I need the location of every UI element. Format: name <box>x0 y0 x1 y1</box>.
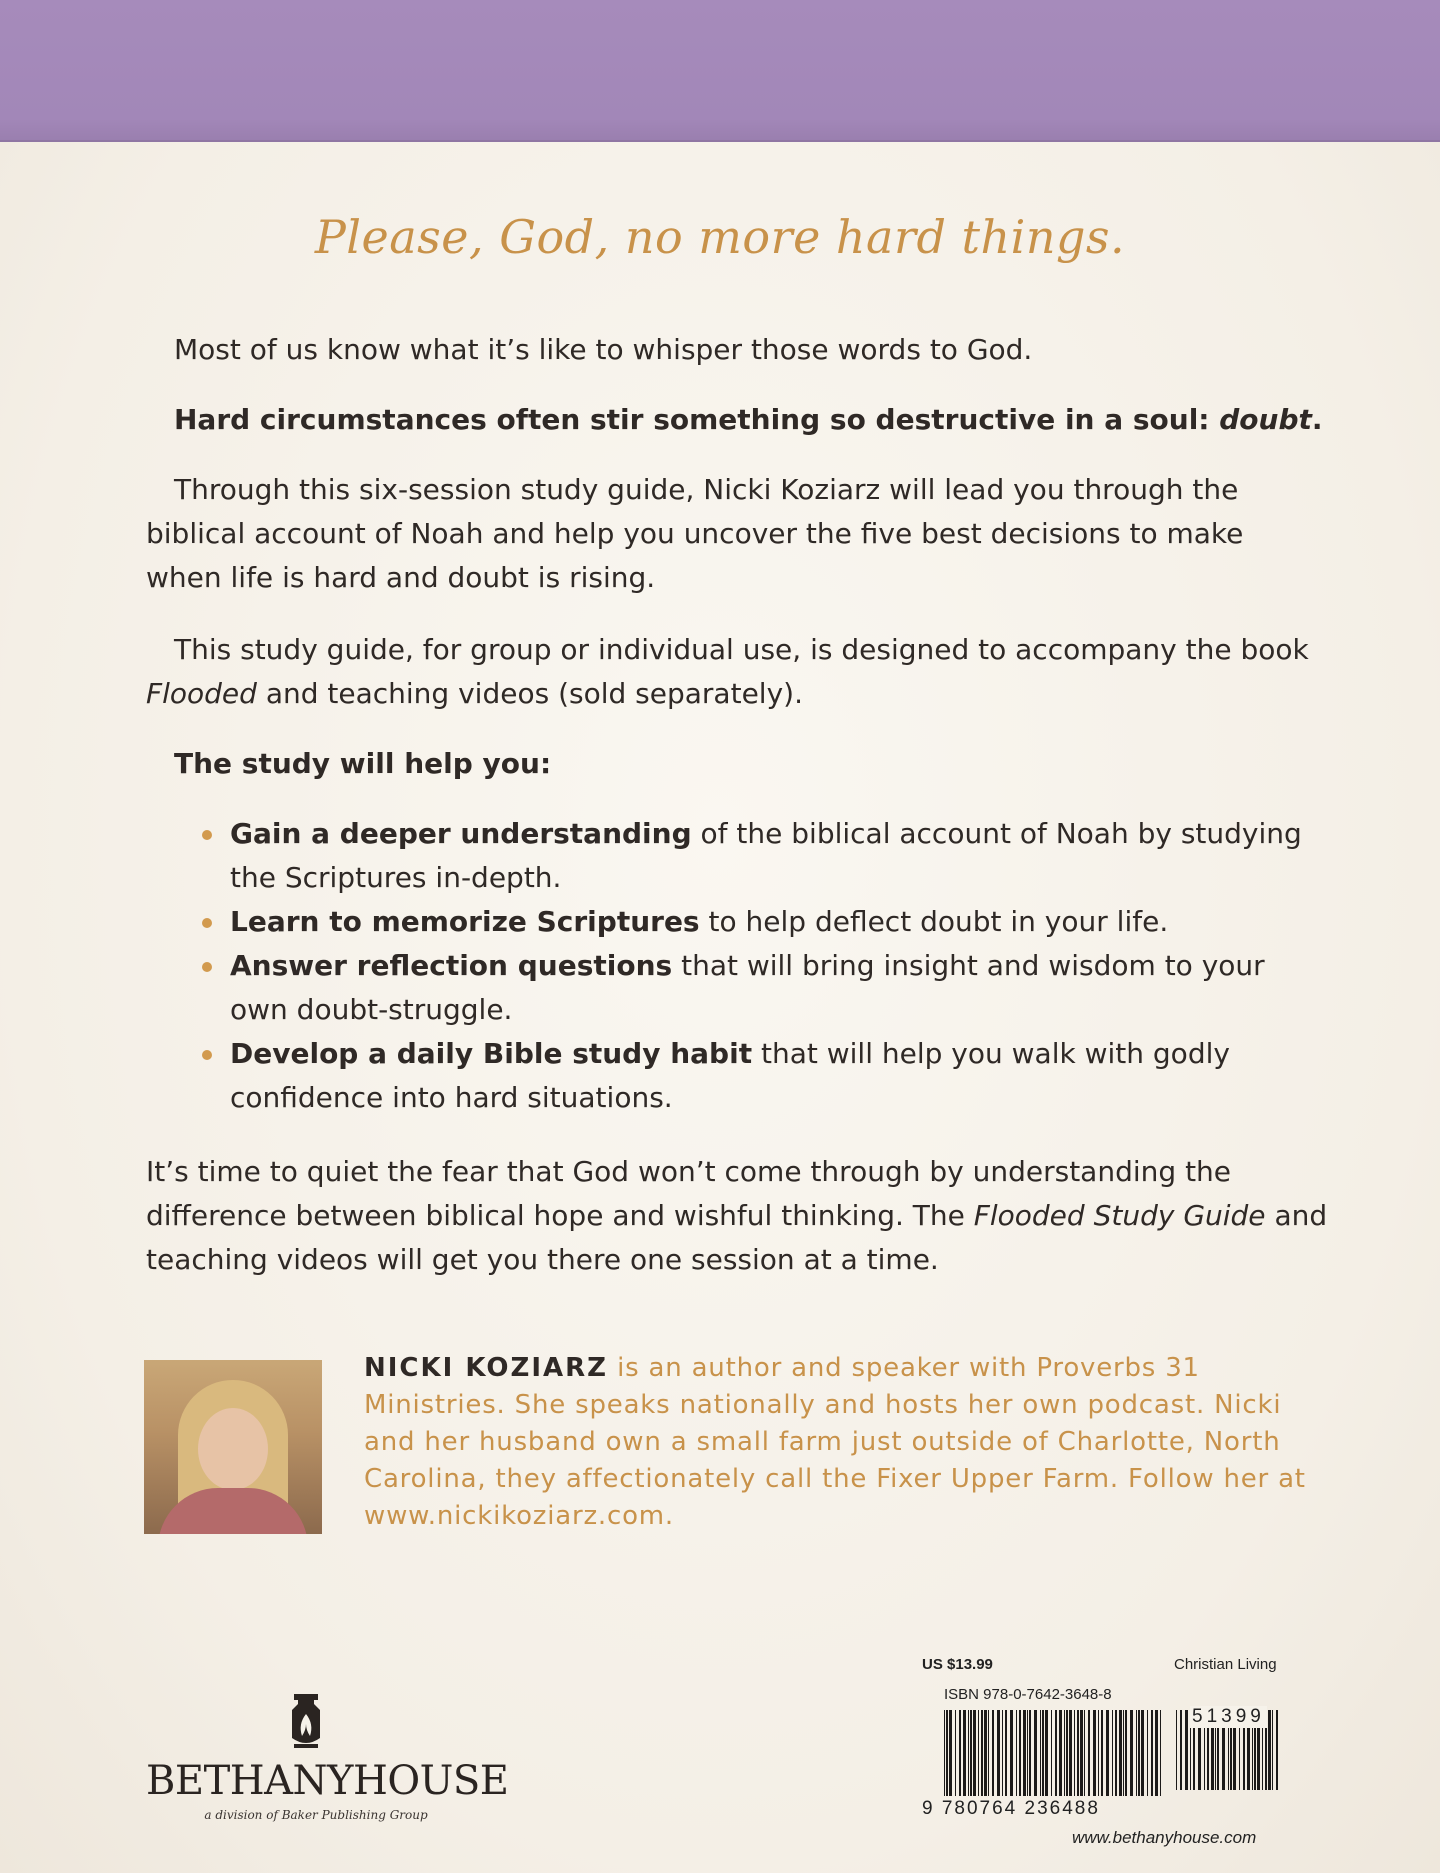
headline: Please, God, no more hard things. <box>314 210 1126 264</box>
barcode-bar <box>959 1710 961 1796</box>
price: US $13.99 <box>922 1656 993 1673</box>
author-bio-text: is an author and speaker with Proverbs 31 Ministries. She speaks nationally and hosts her own podcast. Nicki and her husband own a small farm just outside of Charlotte, North Carolina, they affectionately call the Fixer Upper Farm. Follow her at www.nickikoziarz.com. <box>364 1353 1306 1531</box>
barcode-bar <box>970 1710 972 1796</box>
barcode-bar <box>1115 1710 1117 1796</box>
barcode-bar <box>1141 1710 1144 1796</box>
isbn-barcode <box>944 1710 1164 1796</box>
barcode-bar <box>1160 1710 1161 1796</box>
closing-text-end: and teaching videos will get you there one session at a time. <box>146 1199 1328 1276</box>
barcode-bar <box>1019 1710 1021 1796</box>
barcode-bar <box>1023 1710 1026 1796</box>
barcode-bar <box>1077 1710 1079 1796</box>
barcode-bar <box>1093 1710 1096 1796</box>
barcode-bar <box>1084 1710 1085 1796</box>
list-item <box>200 900 1330 944</box>
barcode-block <box>922 1652 1302 1852</box>
barcode-bar <box>1059 1710 1062 1796</box>
addon-digits: 51399 <box>1192 1706 1265 1727</box>
barcode-bar <box>1185 1710 1188 1790</box>
barcode-bar <box>949 1710 952 1796</box>
benefits-list <box>200 812 1330 1120</box>
barcode-bar <box>988 1710 989 1796</box>
barcode-bar <box>1125 1710 1127 1796</box>
barcode-bar <box>1151 1710 1153 1796</box>
list-item <box>200 1032 1330 1120</box>
barcode-bar <box>1147 1710 1148 1796</box>
barcode-bar <box>1045 1710 1048 1796</box>
list-item-bold: Develop a daily Bible study habit <box>230 1037 753 1070</box>
barcode-bar <box>1101 1710 1103 1796</box>
closing-text: It’s time to quiet the fear that God won’t come through by understanding the difference between biblical hope and wishful thinking. The <box>146 1155 1232 1232</box>
list-item-text: to help deflect doubt in your life. <box>699 905 1169 938</box>
barcode-bar <box>1098 1710 1099 1796</box>
doubt-word: doubt <box>1219 403 1312 436</box>
category: Christian Living <box>1174 1656 1277 1673</box>
barcode-bar <box>1176 1710 1177 1790</box>
publisher-name: BETHANYHOUSE <box>146 1758 509 1804</box>
barcode-bar <box>1027 1710 1028 1796</box>
barcode-bar <box>1066 1710 1068 1796</box>
barcode-bar <box>1276 1710 1278 1790</box>
barcode-bar <box>1051 1710 1052 1796</box>
barcode-bar <box>1074 1710 1075 1796</box>
closing-paragraph <box>146 1150 1336 1282</box>
study-helps-heading: The study will help you: <box>174 747 552 780</box>
barcode-bar <box>992 1710 994 1796</box>
book-title: Flooded <box>146 677 257 710</box>
barcode-bar <box>1034 1710 1037 1796</box>
barcode-bar <box>1130 1710 1133 1796</box>
barcode-bar <box>1029 1710 1031 1796</box>
accompany-text-end: and teaching videos (sold separately). <box>256 677 803 710</box>
barcode-bar <box>1055 1710 1057 1796</box>
publisher-subtitle: a division of Baker Publishing Group <box>204 1808 428 1822</box>
barcode-bar <box>1180 1710 1182 1790</box>
barcode-bar <box>1080 1710 1083 1796</box>
barcode-bar <box>963 1710 966 1796</box>
author-name: NICKI KOZIARZ <box>364 1353 608 1383</box>
barcode-bar <box>1005 1710 1007 1796</box>
top-color-band <box>0 0 1440 142</box>
list-item <box>200 812 1330 900</box>
barcode-bar <box>1040 1710 1041 1796</box>
publisher-website: www.bethanyhouse.com <box>1072 1828 1257 1847</box>
barcode-bar <box>1155 1710 1158 1796</box>
barcode-bar <box>955 1710 956 1796</box>
barcode-digits: 9 780764 236488 <box>922 1798 1100 1819</box>
list-item-bold: Gain a deeper understanding <box>230 817 692 850</box>
author-bio <box>364 1350 1330 1535</box>
barcode-bar <box>1106 1710 1109 1796</box>
barcode-bar <box>1016 1710 1017 1796</box>
barcode-bar <box>978 1710 979 1796</box>
author-photo <box>144 1360 322 1534</box>
barcode-bar <box>1010 1710 1013 1796</box>
list-item-bold: Learn to memorize Scriptures <box>230 905 700 938</box>
doubt-period: . <box>1311 403 1323 436</box>
accompany-paragraph <box>146 628 1326 716</box>
barcode-bar <box>1064 1710 1065 1796</box>
barcode-bar <box>984 1710 987 1796</box>
barcode-bar <box>944 1710 945 1796</box>
barcode-bar <box>1272 1710 1273 1790</box>
list-item-text: that will help you walk with godly confidence into hard situations. <box>230 1037 1230 1114</box>
barcode-bar <box>1119 1710 1122 1796</box>
intro-paragraph: Most of us know what it’s like to whisper those words to God. <box>174 333 1033 366</box>
barcode-bar <box>1112 1710 1113 1796</box>
accompany-text: This study guide, for group or individual use, is designed to accompany the book <box>174 633 1309 666</box>
barcode-bar <box>1042 1710 1044 1796</box>
barcode-bar <box>1138 1710 1140 1796</box>
list-item <box>200 944 1330 1032</box>
barcode-bar <box>981 1710 983 1796</box>
list-item-bold: Answer reflection questions <box>230 949 673 982</box>
barcode-bar <box>968 1710 969 1796</box>
barcode-bar <box>1123 1710 1124 1796</box>
list-item-text: that will bring insight and wisdom to your own doubt-struggle. <box>230 949 1265 1026</box>
barcode-bar <box>946 1710 948 1796</box>
doubt-text: Hard circumstances often stir something so destructive in a soul: <box>174 403 1220 436</box>
bethany-house-logo-icon <box>286 1690 326 1752</box>
barcode-bar <box>1268 1710 1271 1790</box>
barcode-bar <box>1088 1710 1090 1796</box>
barcode-bar <box>1069 1710 1072 1796</box>
study-description-paragraph: Through this six-session study guide, Nicki Koziarz will lead you through the biblical account of Noah and help you uncover the five best decisions to make when life is hard and doubt is rising. <box>146 473 1244 594</box>
barcode-bar <box>973 1710 976 1796</box>
isbn: ISBN 978-0-7642-3648-8 <box>944 1686 1112 1703</box>
barcode-bar <box>1136 1710 1137 1796</box>
barcode-bar <box>997 1710 1000 1796</box>
study-guide-title: Flooded Study Guide <box>973 1199 1266 1232</box>
barcode-bar <box>1002 1710 1003 1796</box>
list-item-text: of the biblical account of Noah by studying the Scriptures in-depth. <box>230 817 1302 894</box>
doubt-paragraph <box>174 398 1354 442</box>
